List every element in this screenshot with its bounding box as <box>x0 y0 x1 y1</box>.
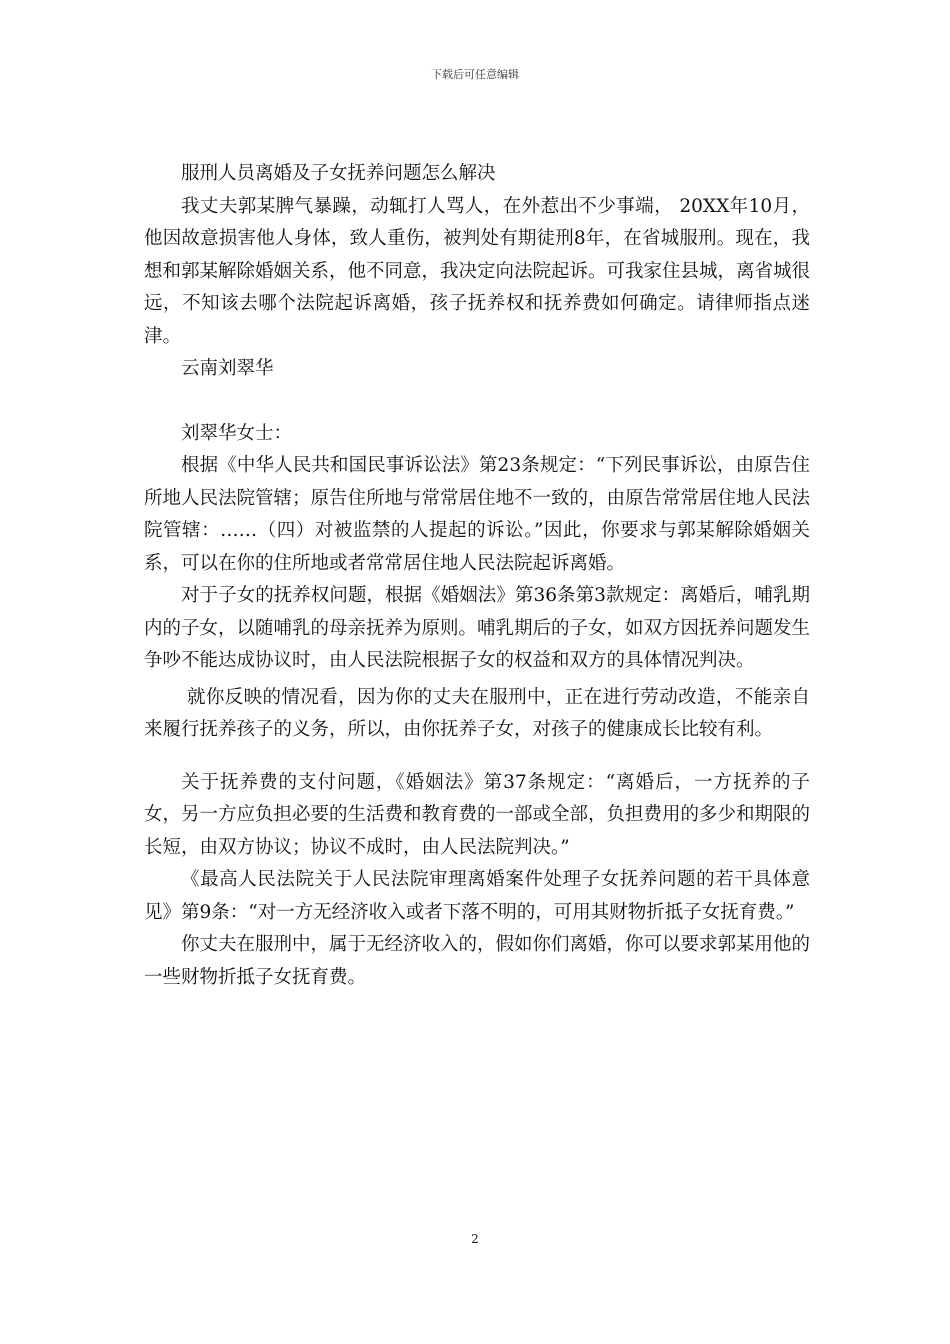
signature: 云南刘翠华 <box>181 358 274 379</box>
document-body <box>144 158 810 994</box>
answer-support-fee-paragraph: 关于抚养费的支付问题，《婚姻法》第37条规定：“离婚后，一方抚养的子女，另一方应负担必要的生活费和教育费的一部或全部，负担费用的多少和期限的长短，由双方协议；协议不成时，由人民法院判决。” <box>144 771 811 858</box>
answer-conclusion-paragraph: 你丈夫在服刑中，属于无经济收入的，假如你们离婚，你可以要求郭某用他的一些财物折抵子女抚育费。 <box>144 934 811 988</box>
document-title: 服刑人员离婚及子女抚养问题怎么解决 <box>181 163 496 184</box>
answer-jurisdiction-paragraph: 根据《中华人民共和国民事诉讼法》第23条规定：“下列民事诉讼，由原告住所地人民法院管辖；原告住所地与常常居住地不一致的，由原告常常居住地人民法院管辖：……（四）对被监禁的人提起的诉讼。”因此，你要求与郭某解除婚姻关系，可以在你的住所地或者常常居住地人民法院起诉离婚。 <box>144 455 811 574</box>
salutation: 刘翠华女士： <box>181 422 293 444</box>
answer-custody-paragraph: 对于子女的抚养权问题，根据《婚姻法》第36条第3款规定：离婚后，哺乳期内的子女，以随哺乳的母亲抚养为原则。哺乳期后的子女，如双方因抚养问题发生争吵不能达成协议时，由人民法院根据子女的权益和双方的具体情况判决。 <box>144 585 811 671</box>
page-number: 2 <box>471 1232 479 1246</box>
answer-situation-paragraph: 就你反映的情况看，因为你的丈夫在服刑中，正在进行劳动改造，不能亲自来履行抚养孩子的义务，所以，由你抚养子女，对孩子的健康成长比较有利。 <box>144 686 810 740</box>
answer-opinion-paragraph: 《最高人民法院关于人民法院审理离婚案件处理子女抚养问题的若干具体意见》第9条：“对一方无经济收入或者下落不明的，可用其财物折抵子女抚育费。” <box>144 869 810 923</box>
page-header: 下载后可任意编辑 <box>431 68 519 81</box>
question-paragraph: 我丈夫郭某脾气暴躁，动辄打人骂人，在外惹出不少事端， 20XX年10月，他因故意损害他人身体，致人重伤，被判处有期徒刑8年，在省城服刑。现在，我想和郭某解除婚姻关系，他不同意，我决定向法院起诉。可我家住县城，离省城很远，不知该去哪个法院起诉离婚，孩子抚养权和抚养费如何确定。请律师指点迷津。 <box>144 195 811 347</box>
